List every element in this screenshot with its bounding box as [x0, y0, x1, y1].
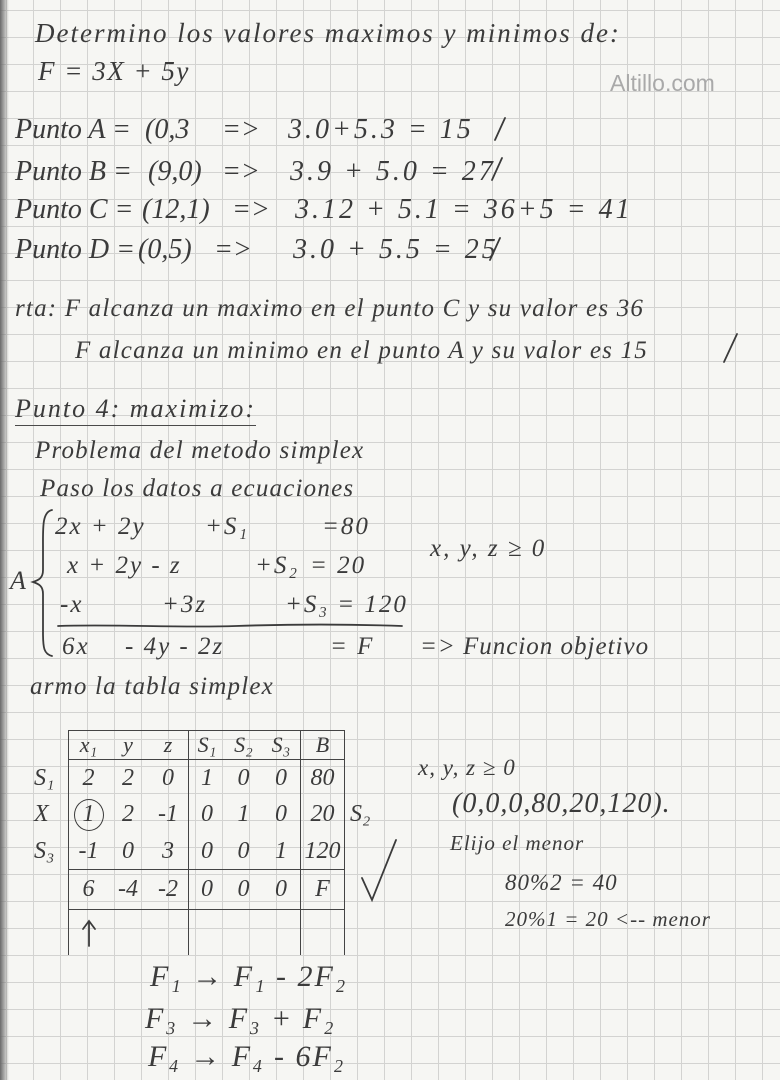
column-header: B	[300, 730, 345, 760]
row-label: X	[34, 801, 49, 827]
table-cell: 0	[237, 764, 250, 791]
table-corner	[20, 730, 68, 760]
equation-term: 6x	[62, 633, 90, 660]
table-cell: -2	[148, 870, 188, 910]
system-label: A	[10, 566, 26, 595]
equation-term: - 4y - 2z	[125, 633, 225, 660]
equation-term: = F	[330, 633, 375, 660]
equation-term: 2x + 2y	[55, 513, 146, 540]
equation-divider	[56, 622, 406, 630]
table-cell: 20	[300, 796, 345, 833]
table-intro: armo la tabla simplex	[30, 673, 274, 700]
table-cell: -1	[68, 833, 108, 870]
table-cell	[262, 910, 300, 955]
column-header: z	[148, 730, 188, 760]
check-mark-icon	[358, 836, 398, 906]
table-cell	[225, 910, 262, 955]
ratio-test-minimum: 20%1 = 20 <-- menor	[505, 907, 711, 931]
heading-line: Determino los valores maximos y minimos de:	[35, 18, 621, 48]
table-cell: 1	[237, 801, 250, 827]
row-operation: F₃ → F₃ + F₂	[145, 1002, 336, 1035]
table-cell: 0	[225, 870, 262, 910]
point-arrow: =>	[232, 194, 270, 225]
table-cell	[188, 910, 225, 955]
column-header: x₁	[68, 730, 108, 760]
table-cell: 0	[225, 833, 262, 870]
table-cell: -1	[158, 801, 178, 827]
point-calculation: 3.0 + 5.5 = 25	[293, 234, 499, 265]
point-coords: (0,3	[145, 114, 190, 145]
table-cell	[300, 910, 345, 955]
answer-maximum: rta: F alcanza un maximo en el punto C y su valor es 36	[15, 295, 645, 322]
table-cell: 3	[148, 833, 188, 870]
table-cell	[108, 910, 148, 955]
section-line: Paso los datos a ecuaciones	[40, 475, 355, 502]
table-cell: -4	[108, 870, 148, 910]
side-nonnegativity: x, y, z ≥ 0	[418, 755, 516, 780]
point-calculation: 3.12 + 5.1 = 36+5 = 41	[295, 194, 633, 225]
equation-term: +S₃ = 120	[285, 591, 408, 618]
tick-mark	[490, 156, 504, 182]
table-cell: 1	[262, 833, 300, 870]
point-label: Punto D =	[15, 234, 135, 265]
column-header: y	[108, 730, 148, 760]
section-line: Problema del metodo simplex	[35, 437, 365, 464]
pivot-cell	[68, 796, 108, 833]
up-arrow-icon	[81, 918, 97, 948]
objective-function-note: => Funcion objetivo	[420, 633, 650, 660]
row-operation: F₁ → F₁ - 2F₂	[150, 960, 348, 993]
ratio-test: 80%2 = 40	[505, 870, 618, 895]
table-cell: 0	[262, 870, 300, 910]
table-cell: 0	[188, 870, 225, 910]
equation-term: +S₁	[205, 513, 250, 540]
equation-term: = 20	[310, 552, 367, 579]
section-title: Punto 4: maximizo:	[15, 396, 256, 426]
point-coords: (9,0)	[148, 156, 202, 187]
point-label: Punto B =	[15, 156, 132, 187]
table-cell: 0	[108, 833, 148, 870]
point-arrow: =>	[214, 234, 252, 265]
equation-term: -x	[60, 591, 84, 618]
objective-function: F = 3X + 5y	[38, 56, 190, 86]
pivot-column-marker	[68, 910, 108, 955]
point-coords: (12,1)	[142, 194, 210, 225]
point-coords: (0,5)	[138, 234, 192, 265]
scan-edge-shadow	[0, 0, 9, 1080]
answer-minimum: F alcanza un minimo en el punto A y su valor es 15	[75, 337, 648, 364]
watermark: Altillo.com	[610, 70, 715, 96]
row-label	[20, 910, 68, 955]
row-label: S₃	[34, 838, 55, 864]
table-cell	[148, 910, 188, 955]
point-arrow: =>	[222, 114, 260, 145]
tick-mark	[488, 236, 502, 262]
equation-term: +S₂	[255, 552, 300, 579]
simplex-table	[20, 730, 345, 955]
point-arrow: =>	[222, 156, 260, 187]
nonnegativity-constraint: x, y, z ≥ 0	[430, 535, 547, 562]
equation-term: =80	[322, 513, 370, 540]
column-header: S₃	[262, 730, 300, 760]
point-calculation: 3.9 + 5.0 = 27	[290, 156, 496, 187]
table-cell: 0	[275, 764, 287, 791]
table-cell: 2	[122, 764, 134, 791]
table-cell: 120	[300, 833, 345, 870]
point-calculation: 3.0+5.3 = 15	[288, 114, 474, 145]
column-header: S₂	[225, 730, 262, 760]
equation-term: +3z	[162, 591, 208, 618]
column-header: S₁	[188, 730, 225, 760]
table-cell: 0	[188, 796, 225, 833]
table-cell: 6	[68, 870, 108, 910]
table-cell: 80	[300, 760, 345, 796]
table-cell: F	[300, 870, 345, 910]
table-cell: 0	[162, 764, 174, 791]
row-label	[20, 870, 68, 910]
table-cell: 2	[122, 801, 134, 827]
point-label: Punto A =	[15, 114, 131, 145]
table-cell: 1	[188, 760, 225, 796]
initial-solution: (0,0,0,80,20,120).	[452, 788, 671, 819]
pivot-value: 1	[74, 799, 104, 831]
tick-mark	[493, 116, 507, 142]
point-label: Punto C =	[15, 194, 134, 225]
table-cell: 2	[68, 760, 108, 796]
table-cell: 0	[188, 833, 225, 870]
tick-mark	[722, 332, 740, 364]
row-operation: F₄ → F₄ - 6F₂	[148, 1040, 346, 1073]
exiting-variable-label: S₂	[350, 801, 371, 827]
system-brace	[30, 508, 55, 658]
row-label: S₁	[34, 764, 55, 791]
table-cell: 0	[275, 801, 287, 827]
selection-rule: Elijo el menor	[450, 831, 585, 855]
equation-term: x + 2y - z	[67, 552, 182, 579]
